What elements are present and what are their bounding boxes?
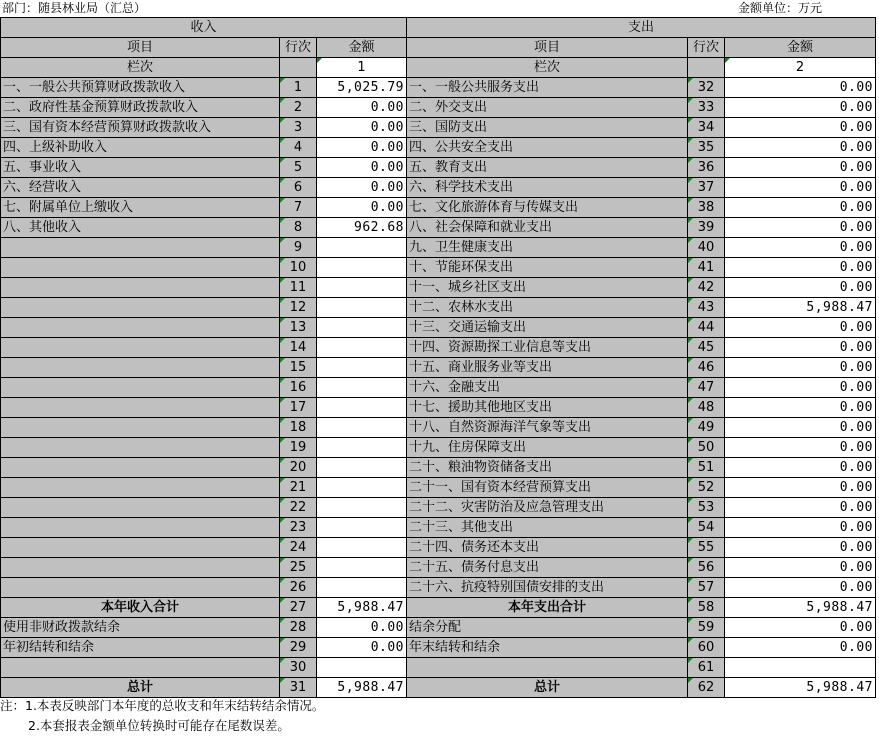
income-rowno-cell: 12 [280,298,317,318]
income-amount-cell [317,538,407,558]
expense-item-cell: 总计 [407,678,688,698]
expense-amount-cell: 0.00 [725,578,876,598]
expense-item-cell: 二十三、其他支出 [407,518,688,538]
table-row [1,318,876,338]
income-item-cell: 总计 [1,678,280,698]
income-amount-cell [317,478,407,498]
footnote-1: 注：1.本表反映部门本年度的总收支和年末结转结余情况。 [0,698,325,713]
department-label: 部门：随县林业局（汇总） [2,1,147,15]
table-row [1,518,876,538]
expense-rowno-cell: 36 [688,158,725,178]
expense-rowno-header: 行次 [688,38,725,58]
income-item-cell [1,558,280,578]
income-item-cell: 一、一般公共预算财政拨款收入 [1,78,280,98]
table-row [1,578,876,598]
expense-rowno-cell: 49 [688,418,725,438]
income-amount-cell [317,338,407,358]
expense-rowno-cell: 61 [688,658,725,678]
table-row [1,338,876,358]
income-section-header: 收入 [1,18,407,38]
income-amount-cell: 5,988.47 [317,678,407,698]
expense-amount-cell: 0.00 [725,518,876,538]
expense-rowno-cell: 51 [688,458,725,478]
expense-item-cell: 二十六、抗疫特别国债安排的支出 [407,578,688,598]
expense-rowno-cell: 47 [688,378,725,398]
table-row [1,638,876,658]
income-amount-cell: 0.00 [317,118,407,138]
expense-item-cell: 十一、城乡社区支出 [407,278,688,298]
expense-item-cell: 十三、交通运输支出 [407,318,688,338]
income-rowno-cell: 19 [280,438,317,458]
table-row [1,498,876,518]
table-row [1,418,876,438]
expense-rowno-cell: 57 [688,578,725,598]
income-item-cell [1,258,280,278]
income-rowno-cell: 6 [280,178,317,198]
expense-amount-cell: 0.00 [725,318,876,338]
expense-item-cell: 十二、农林水支出 [407,298,688,318]
income-rowno-cell: 8 [280,218,317,238]
income-amount-cell [317,558,407,578]
expense-rowno-cell: 40 [688,238,725,258]
expense-item-cell: 七、文化旅游体育与传媒支出 [407,198,688,218]
income-rowno-cell: 30 [280,658,317,678]
income-rowno-cell: 1 [280,78,317,98]
expense-item-cell: 十八、自然资源海洋气象等支出 [407,418,688,438]
expense-item-cell: 二十一、国有资本经营预算支出 [407,478,688,498]
income-rowno-cell: 26 [280,578,317,598]
table-row [1,218,876,238]
expense-amount-cell: 5,988.47 [725,598,876,618]
income-rowno-cell: 17 [280,398,317,418]
income-item-cell [1,358,280,378]
table-row [1,678,876,698]
income-amount-cell [317,318,407,338]
expense-rowno-cell: 60 [688,638,725,658]
income-amount-cell [317,298,407,318]
expense-rowno-cell: 37 [688,178,725,198]
table-row [1,398,876,418]
expense-amount-cell: 0.00 [725,178,876,198]
expense-lanci-label: 栏次 [407,58,688,78]
unit-label: 金额单位：万元 [738,1,823,15]
section-header-row [1,18,876,38]
expense-item-cell: 九、卫生健康支出 [407,238,688,258]
expense-rowno-cell: 43 [688,298,725,318]
income-column-index: 1 [317,58,407,78]
income-amount-cell: 0.00 [317,638,407,658]
income-amount-cell [317,398,407,418]
income-amount-cell [317,458,407,478]
income-amount-cell [317,578,407,598]
expense-amount-cell: 0.00 [725,338,876,358]
income-item-cell [1,438,280,458]
expense-rowno-cell: 59 [688,618,725,638]
table-row [1,618,876,638]
income-rowno-header: 行次 [280,38,317,58]
income-item-cell: 六、经营收入 [1,178,280,198]
table-row [1,598,876,618]
expense-amount-cell: 0.00 [725,118,876,138]
expense-item-cell: 年末结转和结余 [407,638,688,658]
expense-amount-cell: 0.00 [725,398,876,418]
expense-amount-header: 金额 [725,38,876,58]
table-row [1,118,876,138]
income-rowno-cell: 28 [280,618,317,638]
expense-rowno-cell: 33 [688,98,725,118]
expense-rowno-cell: 34 [688,118,725,138]
table-row [1,358,876,378]
income-amount-cell: 962.68 [317,218,407,238]
expense-section-header: 支出 [407,18,876,38]
table-row [1,278,876,298]
expense-rowno-cell: 42 [688,278,725,298]
expense-item-cell: 十四、资源勘探工业信息等支出 [407,338,688,358]
income-amount-cell [317,278,407,298]
expense-item-cell: 二十四、债务还本支出 [407,538,688,558]
expense-rowno-cell: 54 [688,518,725,538]
income-rowno-cell: 20 [280,458,317,478]
expense-item-cell: 十五、商业服务业等支出 [407,358,688,378]
income-amount-cell [317,358,407,378]
income-amount-header: 金额 [317,38,407,58]
income-amount-cell: 0.00 [317,178,407,198]
income-item-cell: 四、上级补助收入 [1,138,280,158]
income-item-cell [1,498,280,518]
income-amount-cell: 0.00 [317,198,407,218]
income-amount-cell: 0.00 [317,98,407,118]
income-rowno-cell: 22 [280,498,317,518]
expense-item-cell: 本年支出合计 [407,598,688,618]
income-amount-cell [317,238,407,258]
income-amount-cell [317,518,407,538]
income-item-cell [1,478,280,498]
expense-rowno-cell: 46 [688,358,725,378]
expense-rowno-cell: 38 [688,198,725,218]
table-row [1,138,876,158]
income-rowno-cell: 31 [280,678,317,698]
expense-item-cell: 五、教育支出 [407,158,688,178]
expense-rowno-cell: 41 [688,258,725,278]
table-row [1,238,876,258]
income-amount-cell [317,258,407,278]
expense-amount-cell: 0.00 [725,378,876,398]
table-row [1,478,876,498]
income-item-cell [1,538,280,558]
income-item-cell [1,298,280,318]
expense-amount-cell: 0.00 [725,138,876,158]
income-item-cell: 五、事业收入 [1,158,280,178]
expense-amount-cell: 0.00 [725,638,876,658]
income-rowno-cell: 15 [280,358,317,378]
income-rowno-cell: 9 [280,238,317,258]
expense-amount-cell: 0.00 [725,358,876,378]
expense-item-cell: 六、科学技术支出 [407,178,688,198]
expense-item-cell: 二十二、灾害防治及应急管理支出 [407,498,688,518]
income-lanci-blank [280,58,317,78]
income-item-cell [1,338,280,358]
expense-item-cell: 二十五、债务付息支出 [407,558,688,578]
income-rowno-cell: 11 [280,278,317,298]
expense-item-cell: 十、节能环保支出 [407,258,688,278]
table-row [1,258,876,278]
footnote-2: 2.本套报表金额单位转换时可能存在尾数误差。 [28,718,290,733]
income-item-cell [1,518,280,538]
income-item-cell [1,238,280,258]
expense-rowno-cell: 44 [688,318,725,338]
income-amount-cell: 0.00 [317,138,407,158]
expense-amount-cell: 0.00 [725,258,876,278]
income-rowno-cell: 23 [280,518,317,538]
income-item-cell [1,418,280,438]
income-item-cell [1,658,280,678]
expense-rowno-cell: 48 [688,398,725,418]
income-rowno-cell: 13 [280,318,317,338]
expense-amount-cell: 0.00 [725,538,876,558]
expense-amount-cell: 0.00 [725,158,876,178]
table-row [1,558,876,578]
income-item-cell: 三、国有资本经营预算财政拨款收入 [1,118,280,138]
expense-rowno-cell: 52 [688,478,725,498]
income-item-cell [1,458,280,478]
income-item-cell: 八、其他收入 [1,218,280,238]
income-item-cell: 年初结转和结余 [1,638,280,658]
expense-rowno-cell: 56 [688,558,725,578]
income-item-cell: 二、政府性基金预算财政拨款收入 [1,98,280,118]
expense-rowno-cell: 39 [688,218,725,238]
expense-item-cell: 十七、援助其他地区支出 [407,398,688,418]
expense-rowno-cell: 55 [688,538,725,558]
expense-amount-cell: 0.00 [725,618,876,638]
income-rowno-cell: 27 [280,598,317,618]
income-item-cell [1,278,280,298]
income-amount-cell [317,658,407,678]
expense-item-cell: 三、国防支出 [407,118,688,138]
expense-item-header: 项目 [407,38,688,58]
expense-rowno-cell: 35 [688,138,725,158]
expense-amount-cell: 5,988.47 [725,298,876,318]
expense-amount-cell: 0.00 [725,418,876,438]
income-item-cell [1,378,280,398]
expense-item-cell: 十六、金融支出 [407,378,688,398]
expense-amount-cell: 0.00 [725,478,876,498]
expense-item-cell: 二十、粮油物资储备支出 [407,458,688,478]
table-row [1,178,876,198]
footnotes [0,696,324,736]
income-item-cell [1,318,280,338]
expense-rowno-cell: 53 [688,498,725,518]
expense-amount-cell: 0.00 [725,218,876,238]
expense-amount-cell: 0.00 [725,438,876,458]
expense-amount-cell: 0.00 [725,238,876,258]
income-amount-cell [317,378,407,398]
expense-amount-cell: 0.00 [725,498,876,518]
income-rowno-cell: 16 [280,378,317,398]
expense-amount-cell: 0.00 [725,458,876,478]
income-item-cell [1,398,280,418]
expense-column-index: 2 [725,58,876,78]
table-row [1,538,876,558]
table-row [1,298,876,318]
income-expense-table [0,17,876,698]
income-amount-cell [317,438,407,458]
expense-item-cell: 四、公共安全支出 [407,138,688,158]
expense-item-cell: 结余分配 [407,618,688,638]
expense-item-cell: 一、一般公共服务支出 [407,78,688,98]
income-rowno-cell: 25 [280,558,317,578]
table-row [1,658,876,678]
column-header-row [1,38,876,58]
income-item-cell [1,578,280,598]
expense-rowno-cell: 62 [688,678,725,698]
expense-amount-cell: 5,988.47 [725,678,876,698]
income-rowno-cell: 18 [280,418,317,438]
expense-rowno-cell: 32 [688,78,725,98]
expense-amount-cell: 0.00 [725,558,876,578]
income-amount-cell: 0.00 [317,158,407,178]
expense-rowno-cell: 45 [688,338,725,358]
table-row [1,98,876,118]
table-row [1,198,876,218]
income-amount-cell [317,498,407,518]
expense-amount-cell: 0.00 [725,98,876,118]
expense-item-cell: 二、外交支出 [407,98,688,118]
income-item-cell: 使用非财政拨款结余 [1,618,280,638]
expense-rowno-cell: 58 [688,598,725,618]
table-row [1,78,876,98]
income-rowno-cell: 2 [280,98,317,118]
income-rowno-cell: 14 [280,338,317,358]
expense-lanci-blank [688,58,725,78]
income-rowno-cell: 10 [280,258,317,278]
income-rowno-cell: 29 [280,638,317,658]
column-index-row [1,58,876,78]
income-rowno-cell: 3 [280,118,317,138]
expense-item-cell: 十九、住房保障支出 [407,438,688,458]
income-rowno-cell: 7 [280,198,317,218]
table-row [1,378,876,398]
expense-rowno-cell: 50 [688,438,725,458]
expense-amount-cell: 0.00 [725,278,876,298]
income-amount-cell: 5,988.47 [317,598,407,618]
expense-item-cell [407,658,688,678]
income-rowno-cell: 24 [280,538,317,558]
income-rowno-cell: 21 [280,478,317,498]
expense-amount-cell: 0.00 [725,198,876,218]
income-item-cell: 七、附属单位上缴收入 [1,198,280,218]
income-amount-cell [317,418,407,438]
income-item-cell: 本年收入合计 [1,598,280,618]
income-rowno-cell: 4 [280,138,317,158]
income-rowno-cell: 5 [280,158,317,178]
expense-amount-cell [725,658,876,678]
income-lanci-label: 栏次 [1,58,280,78]
income-amount-cell: 0.00 [317,618,407,638]
income-item-header: 项目 [1,38,280,58]
report-header [0,0,879,17]
table-row [1,458,876,478]
table-row [1,158,876,178]
table-row [1,438,876,458]
expense-item-cell: 八、社会保障和就业支出 [407,218,688,238]
expense-amount-cell: 0.00 [725,78,876,98]
income-amount-cell: 5,025.79 [317,78,407,98]
